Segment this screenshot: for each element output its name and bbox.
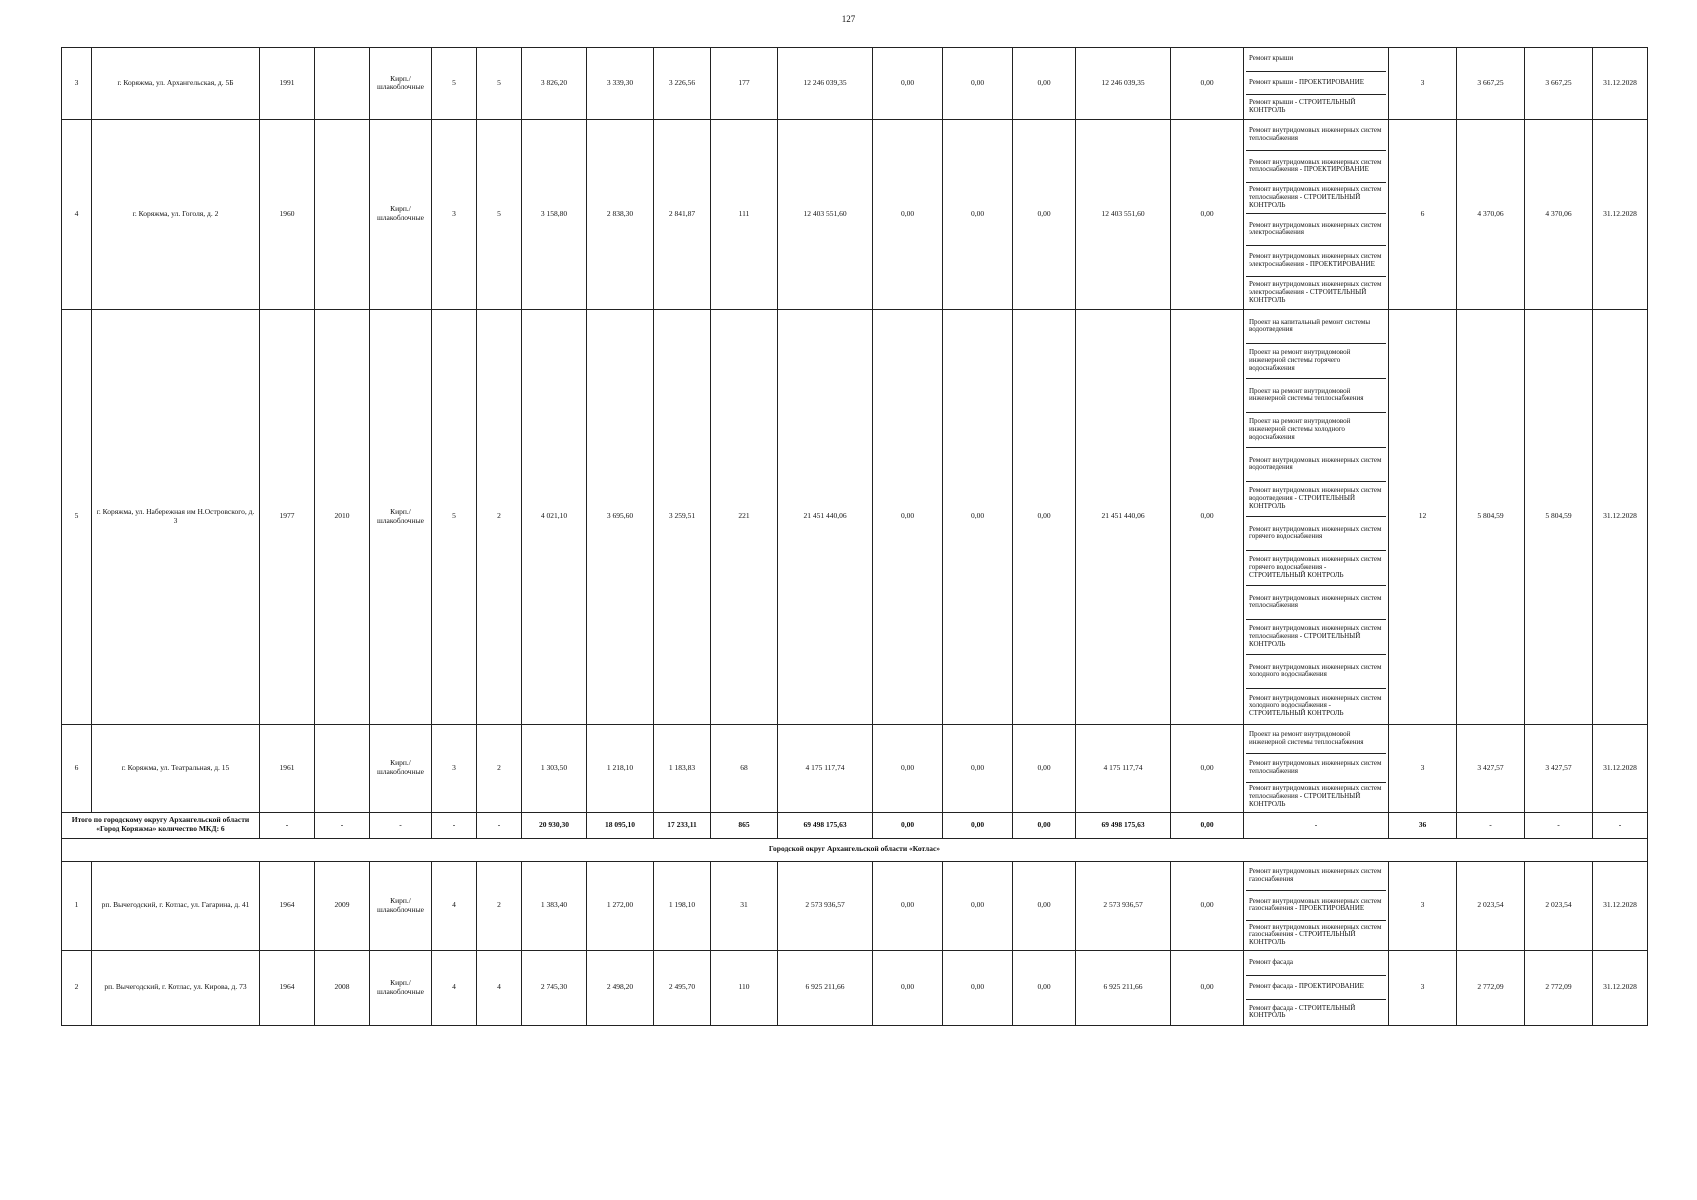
work-item: Ремонт фасада - СТРОИТЕЛЬНЫЙ КОНТРОЛЬ — [1249, 1003, 1356, 1020]
house-address: г. Коряжма, ул. Набережная им Н.Островского, д. 3 — [92, 309, 260, 724]
house-address: г. Коряжма, ул. Гоголя, д. 2 — [92, 119, 260, 309]
unit-cost: 5 804,59 — [1457, 309, 1525, 724]
deadline: 31.12.2028 — [1593, 861, 1648, 951]
year-built: 1960 — [260, 119, 315, 309]
wall-material: Кирп./ шлакоблочные — [370, 309, 432, 724]
year-last-repair — [315, 48, 370, 120]
area-premises: 3 339,30 — [587, 48, 654, 120]
house-row — [62, 119, 1648, 309]
work-item: Ремонт внутридомовых инженерных систем горячего водоснабжения - СТРОИТЕЛЬНЫЙ КОНТРОЛЬ — [1246, 551, 1386, 586]
total-cost: 69 498 175,63 — [778, 812, 873, 838]
house-address: рп. Вычегодский, г. Котлас, ул. Гагарина, д. 41 — [92, 861, 260, 951]
cost-other: 0,00 — [1171, 724, 1244, 812]
works-list — [1244, 724, 1389, 812]
cost-fund: 0,00 — [873, 724, 943, 812]
repair-cost-total: 21 451 440,06 — [778, 309, 873, 724]
year-last-repair: 2009 — [315, 861, 370, 951]
deadline: 31.12.2028 — [1593, 119, 1648, 309]
total-area-residential: 17 233,11 — [654, 812, 711, 838]
cost-other: 0,00 — [1171, 309, 1244, 724]
area-residential: 1 198,10 — [654, 861, 711, 951]
cost-fund: 0,00 — [873, 861, 943, 951]
house-row — [62, 724, 1648, 812]
total-area: 1 303,50 — [522, 724, 587, 812]
page-number: 127 — [841, 14, 856, 24]
cost-other: 0,00 — [1171, 48, 1244, 120]
work-item: Ремонт фасада — [1246, 951, 1386, 976]
floors: 4 — [432, 951, 477, 1026]
works-count: 12 — [1389, 309, 1457, 724]
cost-municipal: 0,00 — [1013, 119, 1076, 309]
cost-regional: 0,00 — [943, 724, 1013, 812]
work-item: Ремонт внутридомовых инженерных систем электроснабжения - СТРОИТЕЛЬНЫЙ КОНТРОЛЬ — [1249, 280, 1382, 304]
repair-cost-total: 12 403 551,60 — [778, 119, 873, 309]
cost-fund: 0,00 — [873, 48, 943, 120]
deadline: 31.12.2028 — [1593, 951, 1648, 1026]
works-list — [1244, 309, 1389, 724]
cost-municipal: 0,00 — [1013, 48, 1076, 120]
row-number: 5 — [62, 309, 92, 724]
total-area: 1 383,40 — [522, 861, 587, 951]
repair-cost-total: 6 925 211,66 — [778, 951, 873, 1026]
deadline: 31.12.2028 — [1593, 724, 1648, 812]
year-last-repair: 2010 — [315, 309, 370, 724]
work-item: Ремонт внутридомовых инженерных систем электроснабжения — [1246, 214, 1386, 246]
unit-cost-limit: 2 023,54 — [1525, 861, 1593, 951]
cost-municipal: 0,00 — [1013, 861, 1076, 951]
work-item: Ремонт внутридомовых инженерных систем теплоснабжения - ПРОЕКТИРОВАНИЕ — [1246, 151, 1386, 183]
entrances: 4 — [477, 951, 522, 1026]
floors: 5 — [432, 48, 477, 120]
total-area: 2 745,30 — [522, 951, 587, 1026]
house-row — [62, 861, 1648, 951]
works-list — [1244, 951, 1389, 1026]
total-area: 4 021,10 — [522, 309, 587, 724]
work-item: Ремонт внутридомовых инженерных систем холодного водоснабжения — [1246, 655, 1386, 690]
repair-cost-total: 12 246 039,35 — [778, 48, 873, 120]
work-item: Ремонт внутридомовых инженерных систем теплоснабжения — [1246, 120, 1386, 152]
work-item: Проект на ремонт внутридомовой инженерной системы теплоснабжения — [1246, 725, 1386, 754]
year-last-repair — [315, 724, 370, 812]
year-last-repair — [315, 119, 370, 309]
unit-cost-limit: 3 427,57 — [1525, 724, 1593, 812]
works-count: 3 — [1389, 48, 1457, 120]
row-number: 2 — [62, 951, 92, 1026]
area-residential: 2 495,70 — [654, 951, 711, 1026]
residents: 110 — [711, 951, 778, 1026]
works-list — [1244, 119, 1389, 309]
wall-material: Кирп./ шлакоблочные — [370, 48, 432, 120]
total-works-count: 36 — [1389, 812, 1457, 838]
entrances: 2 — [477, 861, 522, 951]
repair-cost-total: 4 175 117,74 — [778, 724, 873, 812]
area-residential: 3 259,51 — [654, 309, 711, 724]
row-number: 1 — [62, 861, 92, 951]
year-built: 1977 — [260, 309, 315, 724]
year-last-repair: 2008 — [315, 951, 370, 1026]
deadline: 31.12.2028 — [1593, 309, 1648, 724]
cost-regional: 0,00 — [943, 119, 1013, 309]
work-item: Ремонт внутридомовых инженерных систем теплоснабжения — [1246, 754, 1386, 783]
area-premises: 1 218,10 — [587, 724, 654, 812]
total-area-premises: 18 095,10 — [587, 812, 654, 838]
work-item: Ремонт внутридомовых инженерных систем теплоснабжения - СТРОИТЕЛЬНЫЙ КОНТРОЛЬ — [1249, 784, 1382, 808]
cost-owners: 21 451 440,06 — [1076, 309, 1171, 724]
works-count: 3 — [1389, 951, 1457, 1026]
cost-owners: 6 925 211,66 — [1076, 951, 1171, 1026]
house-row — [62, 48, 1648, 120]
deadline: 31.12.2028 — [1593, 48, 1648, 120]
repair-cost-total: 2 573 936,57 — [778, 861, 873, 951]
floors: 3 — [432, 119, 477, 309]
work-item: Ремонт внутридомовых инженерных систем теплоснабжения - СТРОИТЕЛЬНЫЙ КОНТРОЛЬ — [1246, 620, 1386, 655]
repair-registry-table — [61, 47, 1648, 1026]
works-list — [1244, 48, 1389, 120]
floors: 5 — [432, 309, 477, 724]
work-item: Ремонт внутридомовых инженерных систем газоснабжения - ПРОЕКТИРОВАНИЕ — [1246, 891, 1386, 921]
area-premises: 2 838,30 — [587, 119, 654, 309]
house-row — [62, 309, 1648, 724]
works-count: 3 — [1389, 724, 1457, 812]
house-row — [62, 951, 1648, 1026]
total-area: 20 930,30 — [522, 812, 587, 838]
cost-owners: 4 175 117,74 — [1076, 724, 1171, 812]
work-item: Ремонт внутридомовых инженерных систем горячего водоснабжения — [1246, 517, 1386, 552]
work-item: Ремонт фасада - ПРОЕКТИРОВАНИЕ — [1246, 976, 1386, 1001]
total-residents: 865 — [711, 812, 778, 838]
residents: 177 — [711, 48, 778, 120]
unit-cost: 4 370,06 — [1457, 119, 1525, 309]
unit-cost-limit: 5 804,59 — [1525, 309, 1593, 724]
floors: 3 — [432, 724, 477, 812]
entrances: 2 — [477, 724, 522, 812]
residents: 31 — [711, 861, 778, 951]
year-built: 1964 — [260, 951, 315, 1026]
unit-cost-limit: 2 772,09 — [1525, 951, 1593, 1026]
year-built: 1964 — [260, 861, 315, 951]
area-residential: 2 841,87 — [654, 119, 711, 309]
house-address: г. Коряжма, ул. Театральная, д. 15 — [92, 724, 260, 812]
unit-cost: 3 427,57 — [1457, 724, 1525, 812]
unit-cost: 2 023,54 — [1457, 861, 1525, 951]
area-residential: 3 226,56 — [654, 48, 711, 120]
work-item: Ремонт крыши - ПРОЕКТИРОВАНИЕ — [1246, 72, 1386, 96]
work-item: Проект на ремонт внутридомовой инженерной системы теплоснабжения — [1246, 379, 1386, 414]
work-item: Ремонт внутридомовых инженерных систем теплоснабжения - СТРОИТЕЛЬНЫЙ КОНТРОЛЬ — [1246, 183, 1386, 215]
row-number: 4 — [62, 119, 92, 309]
area-premises: 2 498,20 — [587, 951, 654, 1026]
cost-regional: 0,00 — [943, 861, 1013, 951]
works-count: 3 — [1389, 861, 1457, 951]
cost-owners: 2 573 936,57 — [1076, 861, 1171, 951]
work-item: Проект на ремонт внутридомовой инженерной системы холодного водоснабжения — [1246, 413, 1386, 448]
row-number: 3 — [62, 48, 92, 120]
total-row: Итого по городскому округу Архангельской области «Город Коряжма» количество МКД: 6 - - - - - 20 930,30 18 095,10 17 233,11 865 69 498 175,63 0,00 0,00 0,00 69 498 175,63 0,00 - 36 - - - — [62, 812, 1648, 838]
work-item: Ремонт внутридомовых инженерных систем холодного водоснабжения - СТРОИТЕЛЬНЫЙ КОНТРОЛЬ — [1249, 693, 1382, 718]
cost-regional: 0,00 — [943, 48, 1013, 120]
unit-cost: 2 772,09 — [1457, 951, 1525, 1026]
works-list — [1244, 861, 1389, 951]
house-address: г. Коряжма, ул. Архангельская, д. 5Б — [92, 48, 260, 120]
wall-material: Кирп./ шлакоблочные — [370, 861, 432, 951]
cost-other: 0,00 — [1171, 861, 1244, 951]
cost-other: 0,00 — [1171, 951, 1244, 1026]
cost-owners: 12 246 039,35 — [1076, 48, 1171, 120]
unit-cost-limit: 4 370,06 — [1525, 119, 1593, 309]
area-premises: 3 695,60 — [587, 309, 654, 724]
work-item: Ремонт внутридомовых инженерных систем водоотведения - СТРОИТЕЛЬНЫЙ КОНТРОЛЬ — [1246, 482, 1386, 517]
total-owner-funds: 69 498 175,63 — [1076, 812, 1171, 838]
cost-regional: 0,00 — [943, 309, 1013, 724]
wall-material: Кирп./ шлакоблочные — [370, 724, 432, 812]
row-number: 6 — [62, 724, 92, 812]
residents: 68 — [711, 724, 778, 812]
cost-regional: 0,00 — [943, 951, 1013, 1026]
entrances: 5 — [477, 48, 522, 120]
area-residential: 1 183,83 — [654, 724, 711, 812]
work-item: Ремонт внутридомовых инженерных систем теплоснабжения — [1246, 586, 1386, 621]
entrances: 2 — [477, 309, 522, 724]
cost-fund: 0,00 — [873, 309, 943, 724]
residents: 221 — [711, 309, 778, 724]
year-built: 1991 — [260, 48, 315, 120]
cost-fund: 0,00 — [873, 951, 943, 1026]
cost-other: 0,00 — [1171, 119, 1244, 309]
work-item: Ремонт внутридомовых инженерных систем газоснабжения — [1246, 862, 1386, 892]
year-built: 1961 — [260, 724, 315, 812]
total-label: Итого по городскому округу Архангельской области «Город Коряжма» количество МКД: 6 — [62, 812, 260, 838]
works-count: 6 — [1389, 119, 1457, 309]
work-item: Ремонт внутридомовых инженерных систем газоснабжения - СТРОИТЕЛЬНЫЙ КОНТРОЛЬ — [1249, 922, 1382, 947]
section-title: Городской округ Архангельской области «Котлас» — [62, 838, 1648, 861]
work-item: Ремонт внутридомовых инженерных систем водоотведения — [1246, 448, 1386, 483]
wall-material: Кирп./ шлакоблочные — [370, 951, 432, 1026]
cost-owners: 12 403 551,60 — [1076, 119, 1171, 309]
entrances: 5 — [477, 119, 522, 309]
cost-municipal: 0,00 — [1013, 724, 1076, 812]
section-header-row — [62, 838, 1648, 861]
work-item: Проект на капитальный ремонт системы водоотведения — [1246, 310, 1386, 345]
unit-cost: 3 667,25 — [1457, 48, 1525, 120]
unit-cost-limit: 3 667,25 — [1525, 48, 1593, 120]
cost-fund: 0,00 — [873, 119, 943, 309]
work-item: Проект на ремонт внутридомовой инженерной системы горячего водоснабжения — [1246, 344, 1386, 379]
total-area: 3 158,80 — [522, 119, 587, 309]
wall-material: Кирп./ шлакоблочные — [370, 119, 432, 309]
area-premises: 1 272,00 — [587, 861, 654, 951]
work-item: Ремонт крыши - СТРОИТЕЛЬНЫЙ КОНТРОЛЬ — [1249, 98, 1356, 114]
house-address: рп. Вычегодский, г. Котлас, ул. Кирова, д. 73 — [92, 951, 260, 1026]
work-item: Ремонт внутридомовых инженерных систем электроснабжения - ПРОЕКТИРОВАНИЕ — [1246, 246, 1386, 278]
floors: 4 — [432, 861, 477, 951]
cost-municipal: 0,00 — [1013, 309, 1076, 724]
total-area: 3 826,20 — [522, 48, 587, 120]
residents: 111 — [711, 119, 778, 309]
work-item: Ремонт крыши — [1246, 48, 1386, 72]
cost-municipal: 0,00 — [1013, 951, 1076, 1026]
